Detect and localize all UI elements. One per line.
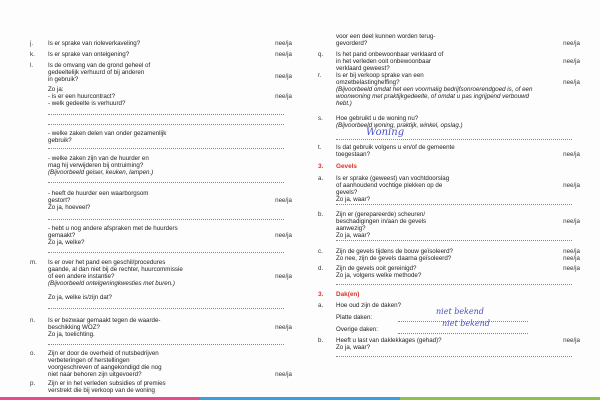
answer-choice[interactable]: nee/ja	[275, 51, 292, 58]
example-note: (Bijvoorbeeld omdat het een voormalig bedrijfsonroerendgoed is, of een woonwoning met praktijkgedeelte, of omdat u pas ingrijpend verbouwd hebt.)	[336, 86, 533, 107]
marker: s.	[318, 115, 323, 122]
question-text: Zijn er (gerepareerde) scheuren/ beschadigingen in/aan de gevels aanwezig? Zo ja, waar?	[336, 211, 427, 239]
answer-choice[interactable]: nee/ja	[275, 93, 292, 100]
handwritten-answer[interactable]: niet bekend	[442, 319, 490, 328]
answer-choice[interactable]: nee/ja	[275, 273, 292, 280]
question-text: Is het pand onbewoonbaar verklaard of in het verleden ooit onbewoonbaar verklaard geweest?	[336, 51, 444, 72]
section-title: Gevels	[336, 163, 357, 170]
question-text: Zijn er door de overheid of nutsbedrijven verbeteringen of herstellingen voorgeschreven of aangekondigd die nog niet naar behoren zijn uitgevoerd?	[48, 350, 162, 378]
answer-choice[interactable]: nee/ja	[563, 182, 580, 189]
marker: m.	[30, 259, 37, 266]
answer-line[interactable]	[48, 124, 284, 125]
question-text: Hoe oud zijn de daken?	[336, 302, 402, 309]
answer-choice[interactable]: nee/ja	[563, 255, 580, 262]
answer-line[interactable]	[48, 182, 284, 183]
marker: o.	[30, 350, 36, 357]
question-text: - heeft de huurder een waarborgsom gestort? Zo ja, hoeveel?	[48, 190, 149, 211]
question-text: - is er een huurcontract?	[48, 93, 116, 100]
section-number: 3.	[318, 291, 324, 298]
marker: d.	[318, 265, 324, 272]
marker: c.	[318, 248, 323, 255]
marker: a.	[318, 302, 324, 309]
question-text: voor een deel kunnen worden terug- gevorderd?	[336, 33, 436, 47]
handwritten-answer[interactable]: niet bekend	[436, 307, 484, 316]
answer-line[interactable]	[48, 219, 284, 220]
sub-question: - welk gedeelte is verhuurd?	[48, 100, 126, 107]
answer-line[interactable]	[48, 344, 284, 345]
marker: j.	[30, 40, 34, 47]
marker: r.	[318, 72, 322, 79]
question-text: Is er bij verkoop sprake van een omzetbelastingheffing?	[336, 72, 424, 86]
marker: k.	[30, 51, 35, 58]
question-text: Zijn de gevels tijdens de bouw geïsoleerd? Zo nee, zijn de gevels daarna geïsoleerd?	[336, 248, 453, 262]
answer-choice[interactable]: nee/ja	[563, 265, 580, 272]
question-text: Is er sprake van rioleverkaveling?	[48, 40, 141, 47]
question-text: Is er sprake (geweest) van vochtdoorslag of aanhoudend vochtige plekken op de gevels? Zo ja, waar?	[336, 175, 450, 203]
question-text: Is er over het pand een geschil/procedures gaande, al dan niet bij de rechter, huurcommissie of een andere instantie?	[48, 259, 183, 280]
marker: n.	[30, 317, 36, 324]
question-text: Zijn de gevels ooit gereinigd? Zo ja, volgens welke methode?	[336, 265, 422, 279]
example-note: (Bijvoorbeeld geiser, keuken, lampen.)	[48, 169, 154, 176]
question-text: - welke zaken zijn van de huurder en mag hij verwijderen bij ontruiming?	[48, 155, 149, 169]
question-text: Zijn er in het verleden subsidies of premies verstrekt die bij verkoop van de woning	[48, 380, 166, 394]
answer-line[interactable]	[336, 284, 572, 285]
question-text: - welke zaken delen van onder gezamenlijk gebruik?	[48, 130, 167, 144]
handwritten-answer[interactable]: Woning	[366, 127, 405, 138]
answer-choice[interactable]: nee/ja	[563, 337, 580, 344]
sub-question: Zo ja, welke is/zijn dat?	[48, 294, 112, 301]
section-number: 3.	[318, 163, 324, 170]
section-title: Dak(en)	[336, 291, 360, 298]
answer-line[interactable]	[48, 308, 284, 309]
marker: q.	[318, 51, 324, 58]
question-text: Is de omvang van de grond geheel of gedeeltelijk verhuurd of bij anderen in gebruik?	[48, 62, 151, 83]
answer-choice[interactable]: nee/ja	[275, 197, 292, 204]
example-note: (Bijvoorbeeld ontelgeningkwesties met buren.)	[48, 280, 175, 287]
answer-choice[interactable]: nee/ja	[563, 79, 580, 86]
answer-line[interactable]	[48, 114, 284, 115]
answer-choice[interactable]: nee/ja	[275, 232, 292, 239]
answer-choice[interactable]: nee/ja	[563, 218, 580, 225]
answer-line[interactable]	[336, 356, 572, 357]
question-text: Is er sprake van ontelgening?	[48, 51, 130, 58]
marker: l.	[30, 62, 34, 69]
answer-choice[interactable]: nee/ja	[563, 248, 580, 255]
answer-choice[interactable]: nee/ja	[275, 371, 292, 378]
question-text: Hoe gebruikt u de woning nu?	[336, 115, 419, 122]
question-text: - hebt u nog andere afspraken met de huurders gemaakt? Zo ja, welke?	[48, 225, 178, 246]
answer-choice[interactable]: nee/ja	[275, 324, 292, 331]
answer-line[interactable]	[48, 148, 284, 149]
marker: t.	[318, 144, 322, 151]
marker: b.	[318, 211, 324, 218]
answer-line[interactable]	[336, 139, 572, 140]
sub-label: Zo ja:	[48, 86, 64, 93]
answer-choice[interactable]: nee/ja	[563, 58, 580, 65]
answer-choice[interactable]: nee/ja	[275, 40, 292, 47]
example-note: (Bijvoorbeeld woning, praktijk, winkel, opslag.)	[336, 122, 463, 129]
answer-choice[interactable]: nee/ja	[563, 151, 580, 158]
flat-roofs-label: Platte daken:	[336, 314, 373, 321]
marker: b.	[318, 337, 324, 344]
marker: p.	[30, 380, 36, 387]
answer-choice[interactable]: nee/ja	[563, 40, 580, 47]
answer-line[interactable]	[48, 252, 284, 253]
question-text: Is dat gebruik volgens u en/of de gemeente toegestaan?	[336, 144, 455, 158]
answer-line[interactable]	[336, 240, 572, 241]
question-text: Heeft u last van daklekkages (gehad)? Zo ja, waar?	[336, 337, 442, 351]
marker: a.	[318, 175, 324, 182]
answer-choice[interactable]: nee/ja	[275, 73, 292, 80]
answer-line[interactable]	[336, 204, 572, 205]
other-roofs-label: Overige daken:	[336, 326, 378, 333]
question-text: Is er bezwaar gemaakt tegen de waarde- beschikking WOZ? Zo ja, toelichting.	[48, 317, 161, 338]
